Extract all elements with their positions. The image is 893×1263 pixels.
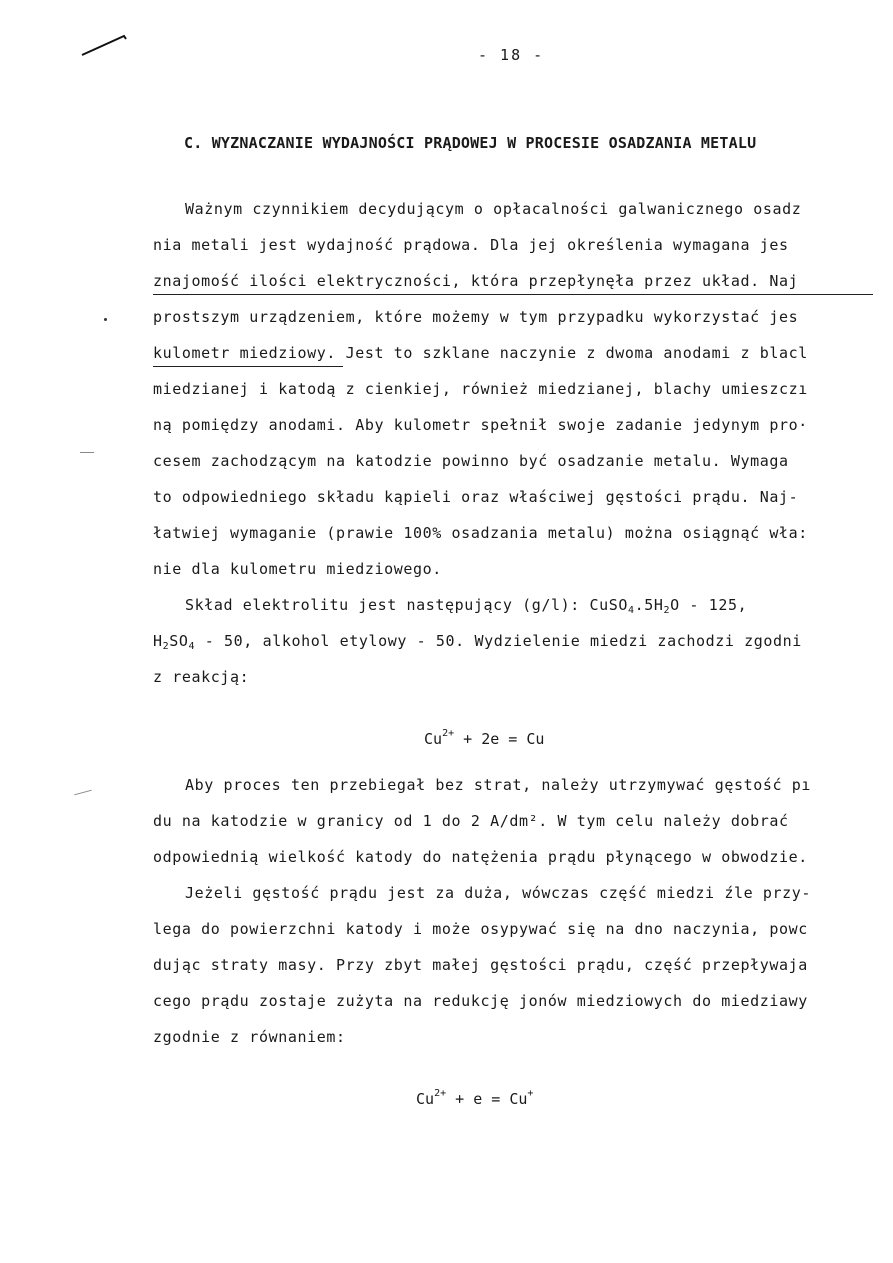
margin-dash <box>80 452 94 453</box>
paragraph-line: Ważnym czynnikiem decydującym o opłacalności galwanicznego osadz <box>185 200 802 218</box>
reaction-formula: $Cu^{2+} + e = Cu^+$ <box>416 1088 534 1108</box>
paragraph-line: z reakcją: <box>153 668 250 686</box>
paragraph-line: dując straty masy. Przy zbyt małej gęstości prądu, część przepływaja <box>153 956 808 974</box>
paragraph-line: zgodnie z równaniem: <box>153 1028 346 1046</box>
composition-line: Skład elektrolitu jest następujący (g/l): $CuSO_4.5H_2O - 125$, <box>185 596 748 616</box>
section-heading: C. WYZNACZANIE WYDAJNOŚCI PRĄDOWEJ W PROCESIE OSADZANIA METALU <box>184 134 757 152</box>
handwritten-underline <box>153 294 873 295</box>
pen-stroke-mark <box>80 30 130 60</box>
reaction-formula: $Cu^{2+} + 2e = Cu$ <box>424 728 545 748</box>
paragraph-line: odpowiednią wielkość katody do natężenia prądu płynącego w obwodzie. <box>153 848 808 866</box>
paragraph-line: Aby proces ten przebiegał bez strat, należy utrzymywać gęstość pı <box>185 776 811 794</box>
paragraph-line: du na katodzie w granicy od 1 do 2 A/dm². W tym celu należy dobrać <box>153 812 789 830</box>
paragraph-line: Jeżeli gęstość prądu jest za duża, wówczas część miedzi źle przy- <box>185 884 811 902</box>
paragraph-line: prostszym urządzeniem, które możemy w tym przypadku wykorzystać jes <box>153 308 799 326</box>
page-number: - 18 - <box>478 46 545 64</box>
composition-line: $H_2SO_4 - 50$, alkohol etylowy - 50. Wydzielenie miedzi zachodzi zgodni <box>153 632 802 652</box>
paragraph-line: nia metali jest wydajność prądowa. Dla jej określenia wymagana jes <box>153 236 789 254</box>
paragraph-line: ną pomiędzy anodami. Aby kulometr spełnił swoje zadanie jedynym pro· <box>153 416 808 434</box>
paragraph-line: znajomość ilości elektryczności, która przepłynęła przez układ. Naj <box>153 272 799 290</box>
paragraph-line: nie dla kulometru miedziowego. <box>153 560 442 578</box>
paragraph-line: łatwiej wymaganie (prawie 100% osadzania metalu) można osiągnąć wła: <box>153 524 808 542</box>
paragraph-line: lega do powierzchni katody i może osypywać się na dno naczynia, powc <box>153 920 808 938</box>
margin-dash <box>74 790 92 796</box>
paragraph-line: cesem zachodzącym na katodzie powinno być osadzanie metalu. Wymaga <box>153 452 789 470</box>
paragraph-line: miedzianej i katodą z cienkiej, również miedzianej, blachy umieszczı <box>153 380 808 398</box>
margin-dot <box>104 318 107 321</box>
paragraph-line: to odpowiedniego składu kąpieli oraz właściwej gęstości prądu. Naj- <box>153 488 799 506</box>
paragraph-line: kulometr miedziowy. Jest to szklane naczynie z dwoma anodami z blacl <box>153 344 808 362</box>
handwritten-underline <box>153 366 343 367</box>
paragraph-line: cego prądu zostaje zużyta na redukcję jonów miedziowych do miedziawy <box>153 992 808 1010</box>
